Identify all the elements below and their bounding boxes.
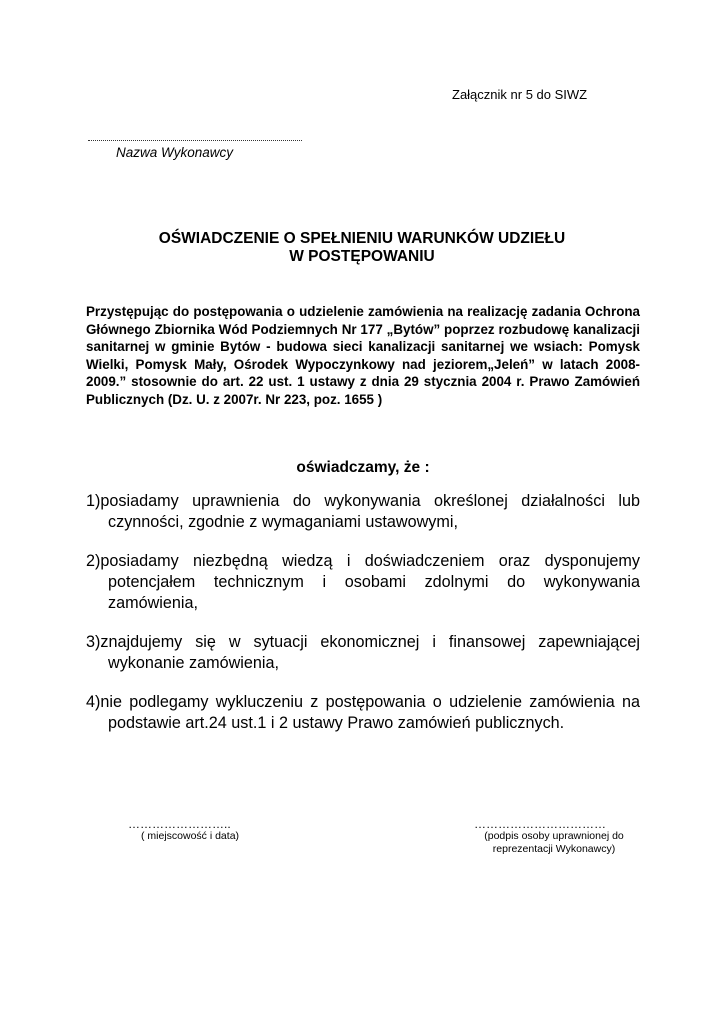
contractor-name-label: Nazwa Wykonawcy bbox=[116, 145, 234, 160]
intro-paragraph: Przystępując do postępowania o udzielenie zamówienia na realizację zadania Ochrona Głównego Zbiornika Wód Podziemnych Nr 177 „Bytów” poprzez rozbudowę kanalizacji sanitarnej w gminie Bytów - budowa sieci kanalizacji sanitarnej we wsiach: Pomysk Wielki, Pomysk Mały, Ośrodek Wypoczynkowy nad jeziorem„Jeleń” w latach 2008-2009.” stosownie do art. 22 ust. 1 ustawy z dnia 29 stycznia 2004 r. Prawo Zamówień Publicznych (Dz. U. z 2007r. Nr 223, poz. 1655 ) bbox=[86, 304, 640, 407]
signature-label bbox=[474, 830, 634, 856]
place-date-dotted-line: …………………….. bbox=[128, 817, 231, 831]
annex-reference: Załącznik nr 5 do SIWZ bbox=[452, 87, 588, 102]
declaration-item: 4)nie podlegamy wykluczeniu z postępowania o udzielenie zamówienia na podstawie art.24 ust.1 i 2 ustawy Prawo zamówień publicznych. bbox=[86, 693, 640, 732]
document-title bbox=[86, 230, 638, 266]
declaration-item: 3)znajdujemy się w sytuacji ekonomicznej i finansowej zapewniającej wykonanie zamówienia, bbox=[86, 633, 640, 672]
place-date-label: ( miejscowość i data) bbox=[141, 830, 240, 842]
declaration-item: 2)posiadamy niezbędną wiedzą i doświadczeniem oraz dysponujemy potencjałem technicznym i osobami zdolnymi do wykonywania zamówienia, bbox=[86, 552, 640, 612]
title-line-1: OŚWIADCZENIE O SPEŁNIENIU WARUNKÓW UDZIEŁU bbox=[158, 230, 566, 247]
declaration-heading: oświadczamy, że : bbox=[296, 459, 430, 476]
declaration-item: 1)posiadamy uprawnienia do wykonywania określonej działalności lub czynności, zgodnie z wymaganiami ustawowymi, bbox=[86, 492, 640, 531]
contractor-name-dotted-line bbox=[88, 134, 302, 141]
declaration-list bbox=[86, 491, 640, 752]
signature-dotted-line: …………………………… bbox=[474, 817, 606, 831]
signature-label-line-2: reprezentacji Wykonawcy) bbox=[492, 843, 616, 855]
title-line-2: W POSTĘPOWANIU bbox=[289, 248, 435, 265]
signature-label-line-1: (podpis osoby uprawnionej do bbox=[484, 830, 624, 842]
